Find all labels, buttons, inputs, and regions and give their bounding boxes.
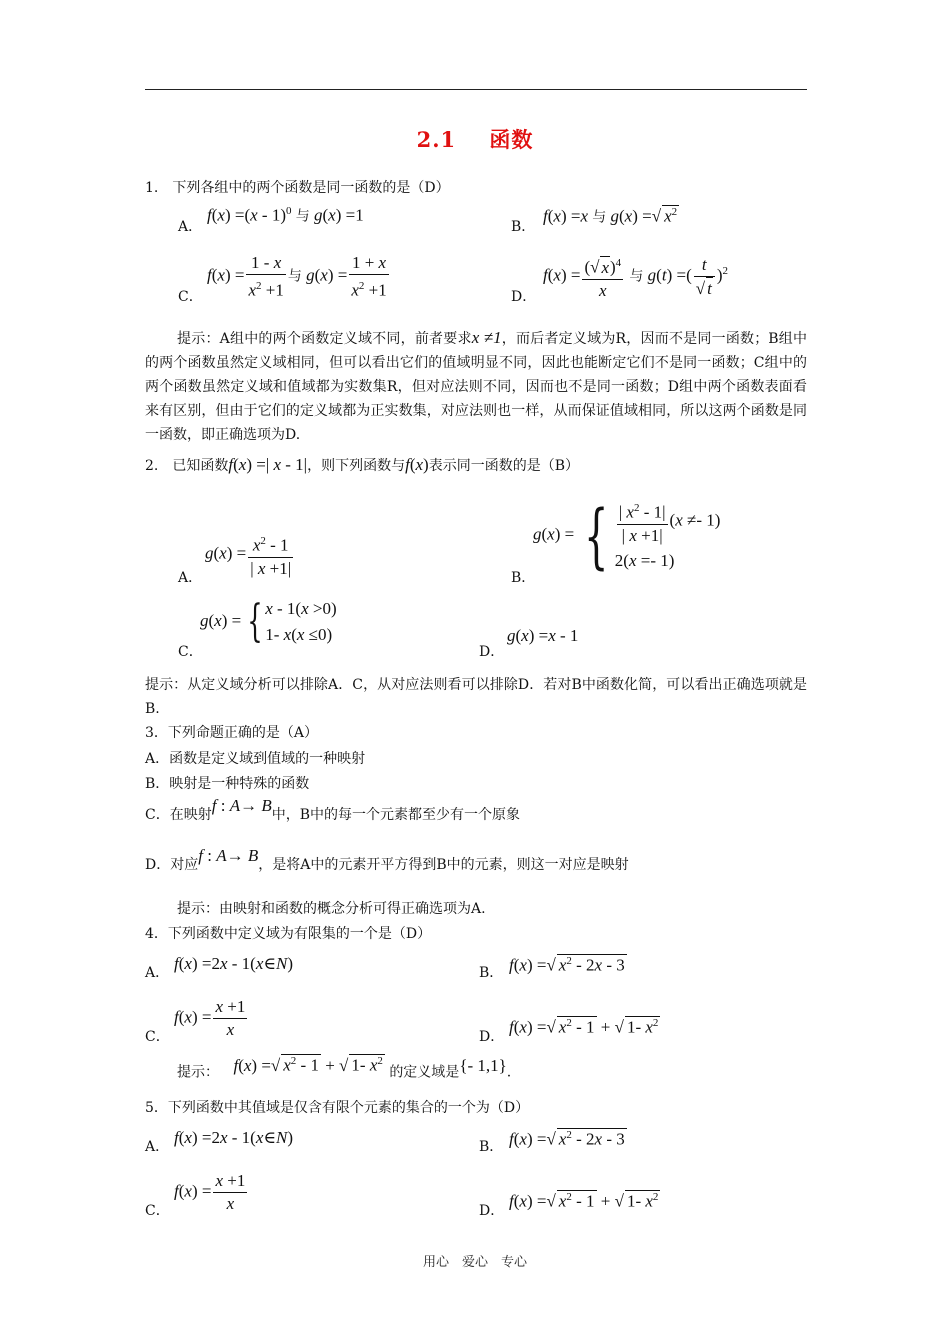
- q2-option-b-label: B．: [511, 570, 536, 586]
- q1-option-b-label: B．: [511, 219, 536, 235]
- q1-option-d-label: D．: [511, 289, 537, 305]
- q5-option-b-label: B．: [479, 1139, 504, 1155]
- q2-option-a-label: A．: [178, 570, 203, 586]
- q4-option-d-label: D．: [479, 1029, 505, 1045]
- q1-option-a-label: A．: [178, 219, 203, 235]
- q5-option-a-label: A．: [145, 1139, 170, 1155]
- q3-hint: 提示：由映射和函数的概念分析可得正确选项为A.: [177, 901, 486, 917]
- title-text: 函数: [489, 127, 534, 152]
- q4-option-b-label: B．: [479, 965, 504, 981]
- q1-option-c-label: C．: [178, 289, 203, 305]
- q5-option-c-formula: f(x) = $\frac{x +1}{x}$: [174, 1171, 246, 1213]
- q2-option-c-label: C．: [178, 644, 203, 660]
- q1-hint: 提示：A组中的两个函数定义域不同，前者要求x ≠1，而后者定义域为R，因而不是同一函数；B组中的两个函数虽然定义域相同，但可以看出它们的值域明显不同，因此也能断定它们不是同一函数；C组中的两个函数虽然定义域和值域都为实数集R，但对应法则不同，因而也不是同一函数；D组中两个函数表面看来有区别，但由于它们的定义域都为正实数集，对应法则也一样，从而保证值域相同，所以这两个函数是同一函数，即正确选项为D.: [145, 328, 808, 443]
- q4-hint: 提示： f(x) =√ $x^2 - 1$ + √ 1- $x^2$ 的定义域是{- 1,1}.: [177, 1055, 512, 1081]
- q4-option-a-formula: f(x) =2x - 1(x∈N): [174, 954, 293, 973]
- q3-option-c: C．在映射f : A→ B中，B中的每一个元素都至少有一个原象: [145, 796, 521, 823]
- q5-option-b-formula: f(x) =√ $x^2 - 2x - 3$: [509, 1129, 625, 1149]
- q2-option-b-formula: g(x) = { $\frac{| x^2 - 1|}{| x +1|}$ (x ≠- 1) 2(x =- 1): [533, 494, 721, 577]
- title-number: 2.1: [416, 127, 457, 152]
- q3-option-b: B．映射是一种特殊的函数: [145, 776, 310, 792]
- q4-option-a-label: A．: [145, 965, 170, 981]
- q3-option-a: A．函数是定义域到值域的一种映射: [145, 751, 366, 767]
- q2-stem: 2. 已知函数f(x) =| x - 1|，则下列函数与f(x)表示同一函数的是（B）: [145, 455, 580, 474]
- q1-option-d-formula: f(x) = $\frac{(√ x)^4}{x}$ 与 g(t) =( $\frac{t}{√ t}$ )$^2$: [543, 252, 728, 302]
- q1-stem: 1. 下列各组中的两个函数是同一函数的是（D）: [145, 180, 450, 196]
- q1-option-c-formula: f(x) = $\frac{1 - x}{x^2 +1}$ 与 g(x) = $\frac{1 + x}{x^2 +1}$: [207, 253, 387, 300]
- q4-option-c-formula: f(x) = $\frac{x +1}{x}$: [174, 997, 246, 1039]
- q5-option-d-formula: f(x) =√ $x^2 - 1$ + √ 1- $x^2$: [509, 1191, 659, 1211]
- header-rule: [145, 89, 807, 90]
- q1-option-b-formula: f(x) =x 与 g(x) =√ $x^2$: [543, 206, 678, 226]
- q2-option-c-formula: g(x) = { x - 1(x >0) 1- x(x ≤0): [200, 596, 337, 647]
- page-title: [0, 124, 950, 154]
- q5-option-a-formula: f(x) =2x - 1(x∈N): [174, 1128, 293, 1147]
- q4-stem: 4．下列函数中定义域为有限集的一个是（D）: [145, 926, 432, 942]
- q1-option-a-formula: f(x) =(x - 1)$^0$ 与 g(x) =1: [207, 205, 364, 225]
- q5-option-c-label: C．: [145, 1203, 170, 1219]
- q4-option-b-formula: f(x) =√ $x^2 - 2x - 3$: [509, 955, 625, 975]
- q2-option-a-formula: g(x) = $\frac{x^2 - 1}{| x +1|}$: [205, 530, 295, 580]
- q2-option-d-formula: g(x) =x - 1: [507, 626, 579, 645]
- q4-option-c-label: C．: [145, 1029, 170, 1045]
- q2-option-d-label: D．: [479, 644, 505, 660]
- page-footer: 用心 爱心 专心: [422, 1255, 527, 1270]
- q4-option-d-formula: f(x) =√ $x^2 - 1$ + √ 1- $x^2$: [509, 1017, 659, 1037]
- q3-option-d: D．对应f : A→ B，是将A中的元素开平方得到B中的元素，则这一对应是映射: [145, 846, 629, 873]
- q3-stem: 3．下列命题正确的是（A）: [145, 725, 319, 741]
- q5-option-d-label: D．: [479, 1203, 505, 1219]
- q5-stem: 5．下列函数中其值域是仅含有限个元素的集合的一个为（D）: [145, 1100, 530, 1116]
- q2-hint: 提示：从定义域分析可以排除A．C，从对应法则看可以排除D．若对B中函数化简，可以看出正确选项就是B.: [145, 677, 807, 717]
